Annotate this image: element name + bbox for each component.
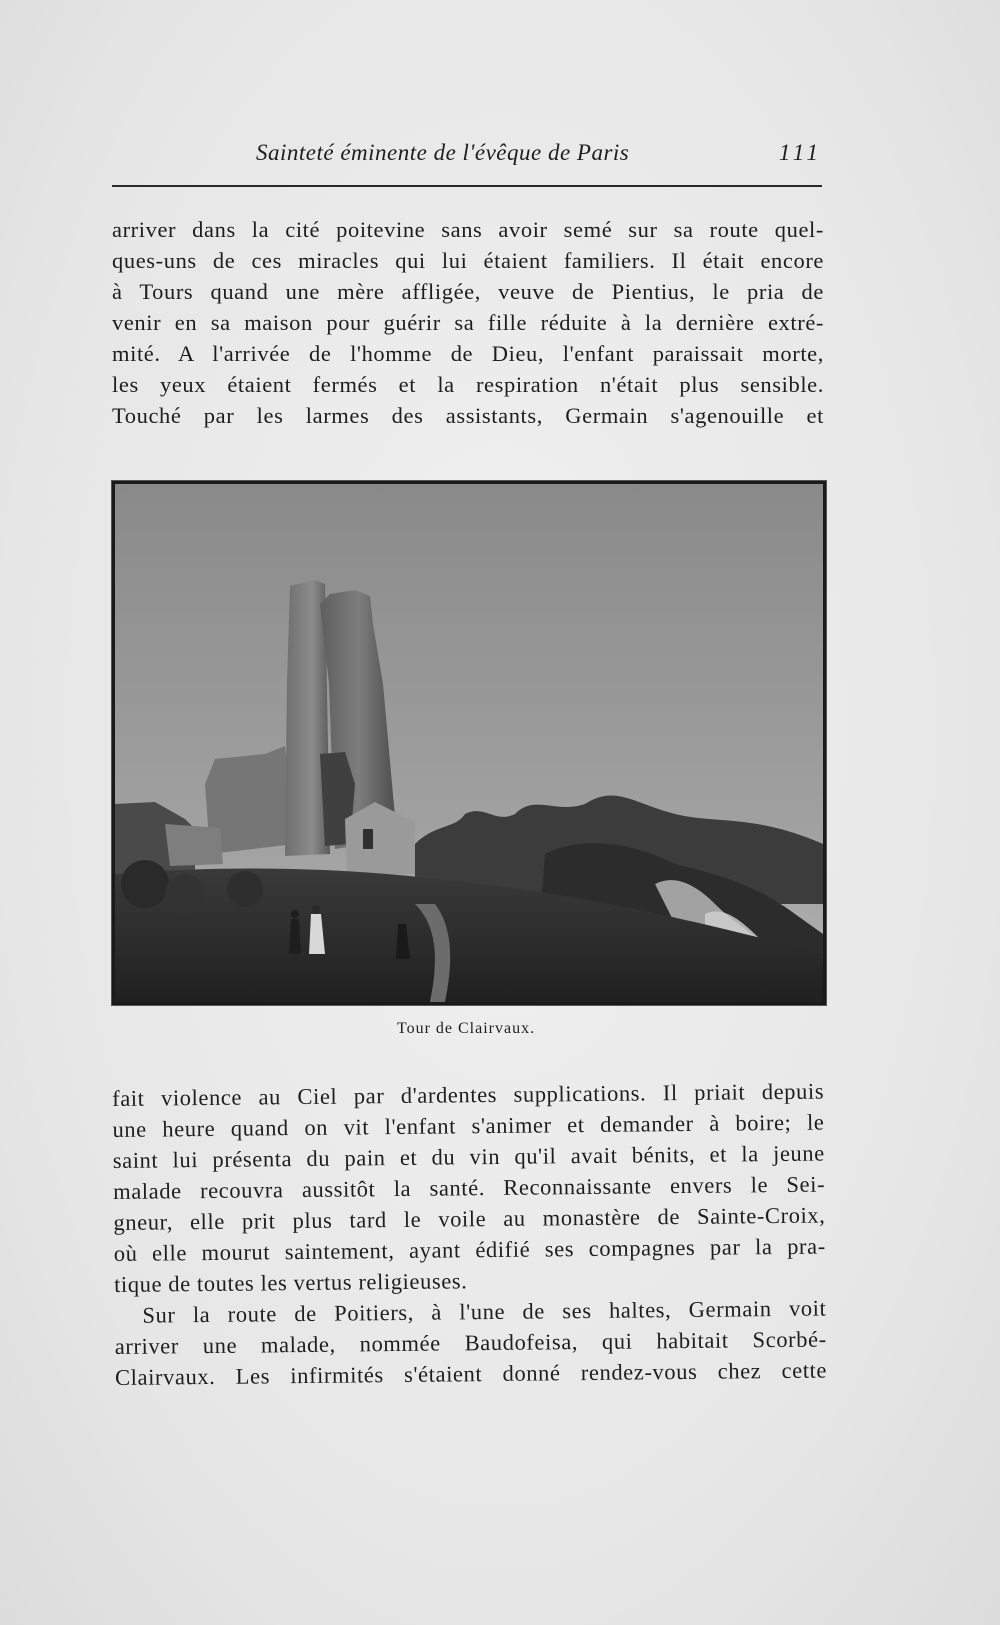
text-line: gneur, elle prit plus tard le voile au monastère de Sainte-Croix, [113, 1202, 826, 1235]
text-line: fait violence au Ciel par d'ardentes supplications. Il priait depuis [112, 1078, 825, 1111]
running-head [110, 140, 822, 174]
photograph-tour-de-clairvaux [112, 481, 826, 1005]
running-title: Sainteté éminente de l'évêque de Paris [256, 140, 630, 165]
text-line: Clairvaux. Les infirmités s'étaient donné rendez-vous chez cette [114, 1357, 828, 1390]
text-line: ques-uns de ces miracles qui lui étaient familiers. Il était encore [112, 248, 824, 273]
page-number: 111 [778, 140, 822, 165]
text-line: malade recouvra aussitôt la santé. Reconnaissante envers le Sei- [113, 1171, 826, 1204]
text-line: à Tours quand une mère affligée, veuve de Pientius, le pria de [112, 279, 824, 304]
figure-caption: Tour de Clairvaux. [396, 1020, 536, 1037]
text-line: les yeux étaient fermés et la respiration n'était plus sensible. [112, 372, 824, 397]
text-line: une heure quand on vit l'enfant s'animer et demander à boire; le [112, 1109, 825, 1142]
text-line: Sur la route de Poitiers, à l'une de ses haltes, Germain voit [142, 1295, 827, 1328]
text-line: mité. A l'arrivée de l'homme de Dieu, l'enfant paraissait morte, [112, 341, 824, 366]
text-line: Touché par les larmes des assistants, Germain s'agenouille et [112, 403, 824, 428]
text-line: arriver une malade, nommée Baudofeisa, qui habitait Scorbé- [114, 1326, 827, 1359]
text-line: où elle mourut saintement, ayant édifié ses compagnes par la pra- [113, 1233, 826, 1266]
header-rule [112, 185, 822, 187]
paragraph-top [112, 214, 824, 431]
tower-photo [115, 484, 823, 1002]
text-line: saint lui présenta du pain et du vin qu'il avait bénits, et la jeune [112, 1140, 825, 1173]
paragraph-bottom [112, 1076, 827, 1393]
text-line: venir en sa maison pour guérir sa fille réduite à la dernière extré- [112, 310, 824, 335]
text-line: tique de toutes les vertus religieuses. [113, 1268, 468, 1297]
text-line: arriver dans la cité poitevine sans avoir semé sur sa route quel- [112, 217, 824, 242]
